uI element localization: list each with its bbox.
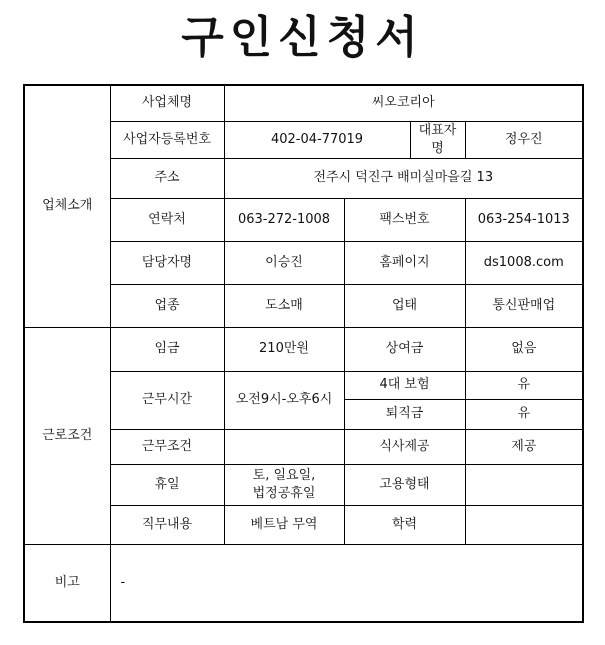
address-label: 주소 xyxy=(110,158,224,198)
severance-value: 유 xyxy=(465,399,583,429)
duty-value: 베트남 무역 xyxy=(224,505,344,544)
holiday-line-2: 법정공휴일 xyxy=(252,485,316,501)
meal-label: 식사제공 xyxy=(344,429,465,464)
remarks-value: - xyxy=(110,544,583,622)
industry-value: 도소매 xyxy=(224,284,344,327)
bonus-value: 없음 xyxy=(465,327,583,371)
business-type-label: 업태 xyxy=(344,284,465,327)
conditions-value xyxy=(224,429,344,464)
business-name-label: 사업체명 xyxy=(110,85,224,121)
employment-label: 고용형태 xyxy=(344,464,465,505)
business-type-value: 통신판매업 xyxy=(465,284,583,327)
fax-label: 팩스번호 xyxy=(344,198,465,241)
business-name-value: 씨오코리아 xyxy=(224,85,583,121)
severance-label: 퇴직금 xyxy=(344,399,465,429)
holiday-line-1: 토, 일요일, xyxy=(252,467,316,483)
hours-label: 근무시간 xyxy=(110,371,224,429)
address-value: 전주시 덕진구 배미실마을길 13 xyxy=(224,158,583,198)
duty-label: 직무내용 xyxy=(110,505,224,544)
fax-value: 063-254-1013 xyxy=(465,198,583,241)
homepage-label: 홈페이지 xyxy=(344,241,465,284)
homepage-value: ds1008.com xyxy=(465,241,583,284)
bonus-label: 상여금 xyxy=(344,327,465,371)
ceo-value: 정우진 xyxy=(465,121,583,158)
manager-value: 이승진 xyxy=(224,241,344,284)
manager-label: 담당자명 xyxy=(110,241,224,284)
job-application-table xyxy=(23,84,584,623)
company-section-label: 업체소개 xyxy=(24,85,110,327)
work-section-label: 근로조건 xyxy=(24,327,110,544)
education-value xyxy=(465,505,583,544)
wage-label: 임금 xyxy=(110,327,224,371)
reg-no-label: 사업자등록번호 xyxy=(110,121,224,158)
employment-value xyxy=(465,464,583,505)
insurance-value: 유 xyxy=(465,371,583,399)
phone-label: 연락처 xyxy=(110,198,224,241)
industry-label: 업종 xyxy=(110,284,224,327)
conditions-label: 근무조건 xyxy=(110,429,224,464)
remarks-label: 비고 xyxy=(24,544,110,622)
wage-value: 210만원 xyxy=(224,327,344,371)
reg-no-value: 402-04-77019 xyxy=(224,121,410,158)
holiday-value xyxy=(224,464,344,505)
ceo-label: 대표자명 xyxy=(410,121,465,158)
holiday-label: 휴일 xyxy=(110,464,224,505)
form-title: 구인신청서 xyxy=(181,12,424,63)
hours-value: 오전9시-오후6시 xyxy=(224,371,344,429)
insurance-label: 4대 보험 xyxy=(344,371,465,399)
meal-value: 제공 xyxy=(465,429,583,464)
education-label: 학력 xyxy=(344,505,465,544)
phone-value: 063-272-1008 xyxy=(224,198,344,241)
